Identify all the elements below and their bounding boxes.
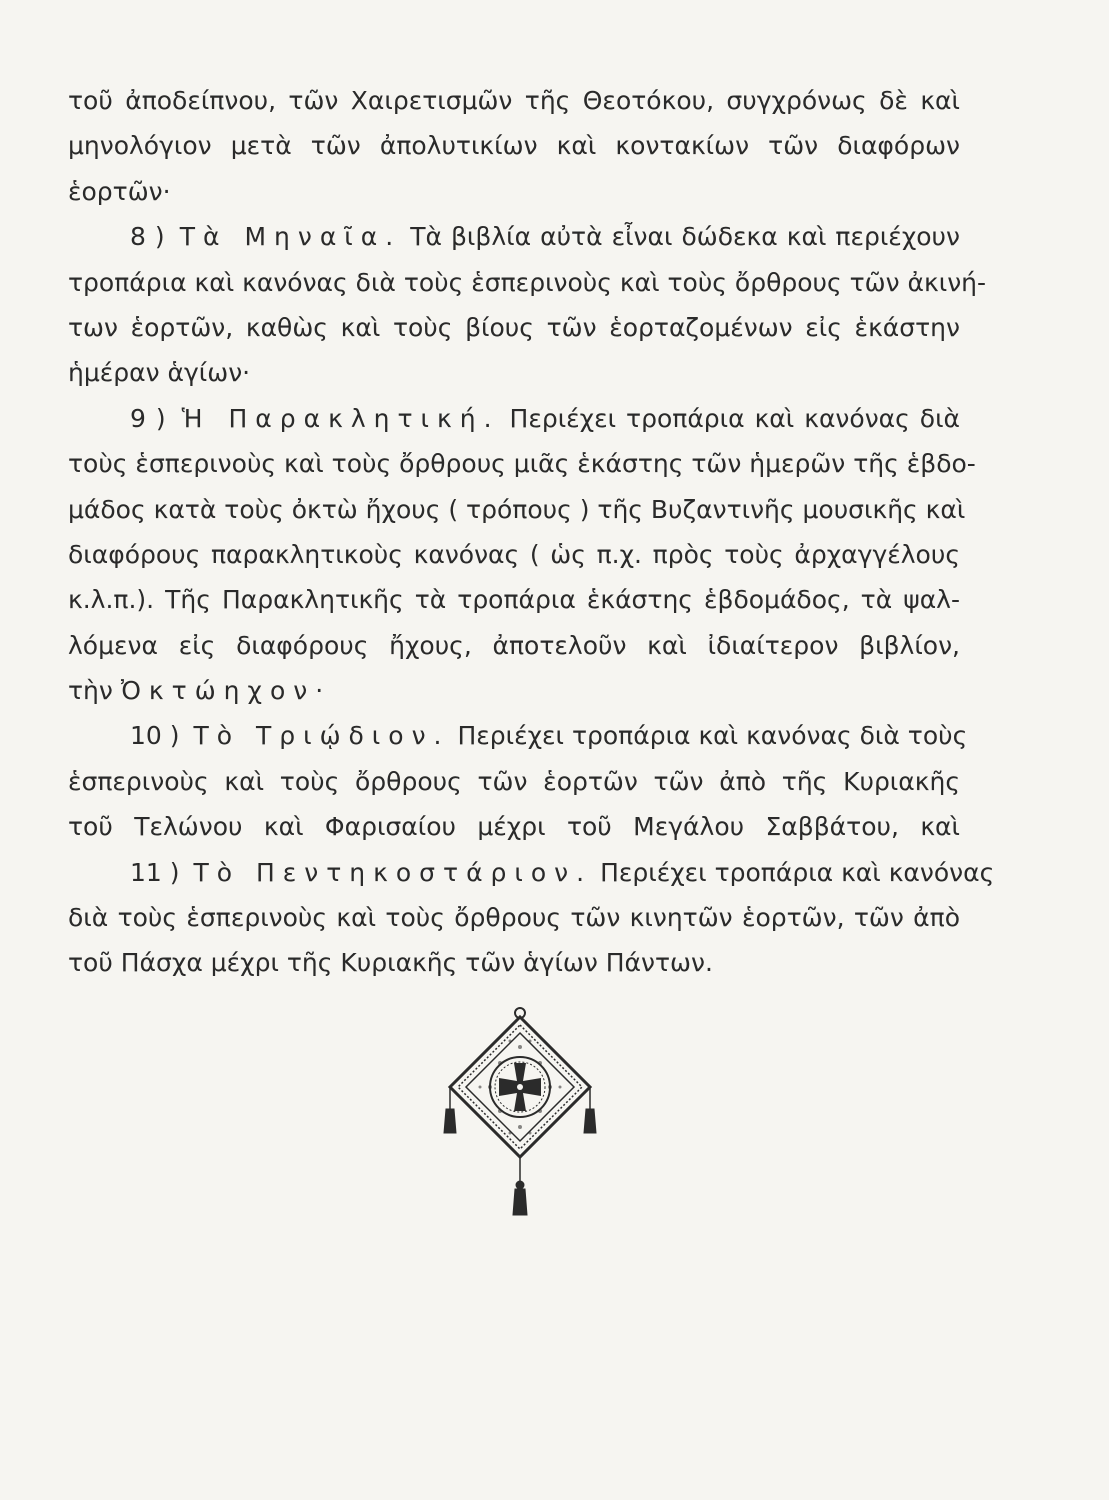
item-number: 9 )	[130, 403, 166, 433]
text-line: τοῦ Τελώνου καὶ Φαρισαίου μέχρι τοῦ Μεγάλου Σαββάτου, καὶ	[68, 812, 960, 842]
item-number: 10 )	[130, 721, 180, 751]
text-line: τοῦ Πάσχα μέχρι τῆς Κυριακῆς τῶν ἁγίων Πάντων.	[68, 948, 713, 978]
text-line: τροπάρια καὶ κανόνας διὰ τοὺς ἑσπερινοὺς καὶ τοὺς ὄρθρους τῶν ἀκινή-	[68, 267, 987, 297]
book-title: Ἡ Παρακλητική.	[181, 403, 500, 433]
item-text: Περιέχει τροπάρια καὶ κανόνας διὰ	[509, 403, 961, 433]
item-text: Περιέχει τροπάρια καὶ κανόνας	[600, 857, 995, 887]
body-text	[68, 78, 995, 986]
list-item-triodion	[68, 713, 968, 758]
text-line: διὰ τοὺς ἑσπερινοὺς καὶ τοὺς ὄρθρους τῶν κινητῶν ἑορτῶν, τῶν ἀπὸ	[68, 903, 960, 933]
text-line: τοὺς ἑσπερινοὺς καὶ τοὺς ὄρθρους μιᾶς ἑκάστης τῶν ἡμερῶν τῆς ἑβδο-	[68, 449, 976, 479]
text-line: διαφόρους παρακλητικοὺς κανόνας ( ὡς π.χ. πρὸς τοὺς ἀρχαγγέλους	[68, 539, 960, 569]
text-line: κ.λ.π.). Τῆς Παρακλητικῆς τὰ τροπάρια ἑκάστης ἑβδομάδος, τὰ ψαλ-	[68, 585, 960, 615]
book-title: Τὸ Τριῴδιον.	[193, 721, 450, 751]
book-title: Τὸ Πεντηκοστάριον.	[193, 857, 593, 887]
list-item-menaia	[68, 214, 960, 259]
item-text: Περιέχει τροπάρια καὶ κανόνας διὰ τοὺς	[457, 721, 968, 751]
item-text: τὴν	[68, 676, 113, 706]
text-line: των ἑορτῶν, καθὼς καὶ τοὺς βίους τῶν ἑορταζομένων εἰς ἑκάστην	[68, 312, 960, 342]
text-line: ἡμέραν ἁγίων·	[68, 358, 251, 388]
text-line: ἑορτῶν·	[68, 176, 171, 206]
item-number: 11 )	[130, 857, 180, 887]
text-line: λόμενα εἰς διαφόρους ἤχους, ἀποτελοῦν καὶ ἰδιαίτερον βιβλίον,	[68, 630, 960, 660]
text-line: μάδος κατὰ τοὺς ὀκτὼ ἤχους ( τρόπους ) τῆς Βυζαντινῆς μουσικῆς καὶ	[68, 494, 966, 524]
item-number: 8 )	[130, 222, 165, 252]
book-title: Ὀκτώηχον·	[120, 676, 332, 706]
epigonation-cross-icon	[440, 1005, 600, 1220]
text-line: τοῦ ἀποδείπνου, τῶν Χαιρετισμῶν τῆς Θεοτόκου, συγχρόνως δὲ καὶ	[68, 86, 960, 115]
text-line	[68, 668, 960, 713]
list-item-pentekostarion	[68, 850, 995, 895]
book-title: Τὰ Μηναῖα.	[179, 222, 402, 252]
list-item-parakletike	[68, 396, 960, 441]
text-line: μηνολόγιον μετὰ τῶν ἀπολυτικίων καὶ κοντακίων τῶν διαφόρων	[68, 131, 960, 161]
item-text: Τὰ βιβλία αὐτὰ εἶναι δώδεκα καὶ περιέχουν	[410, 222, 960, 252]
text-line: ἑσπερινοὺς καὶ τοὺς ὄρθρους τῶν ἑορτῶν τῶν ἀπὸ τῆς Κυριακῆς	[68, 766, 960, 796]
